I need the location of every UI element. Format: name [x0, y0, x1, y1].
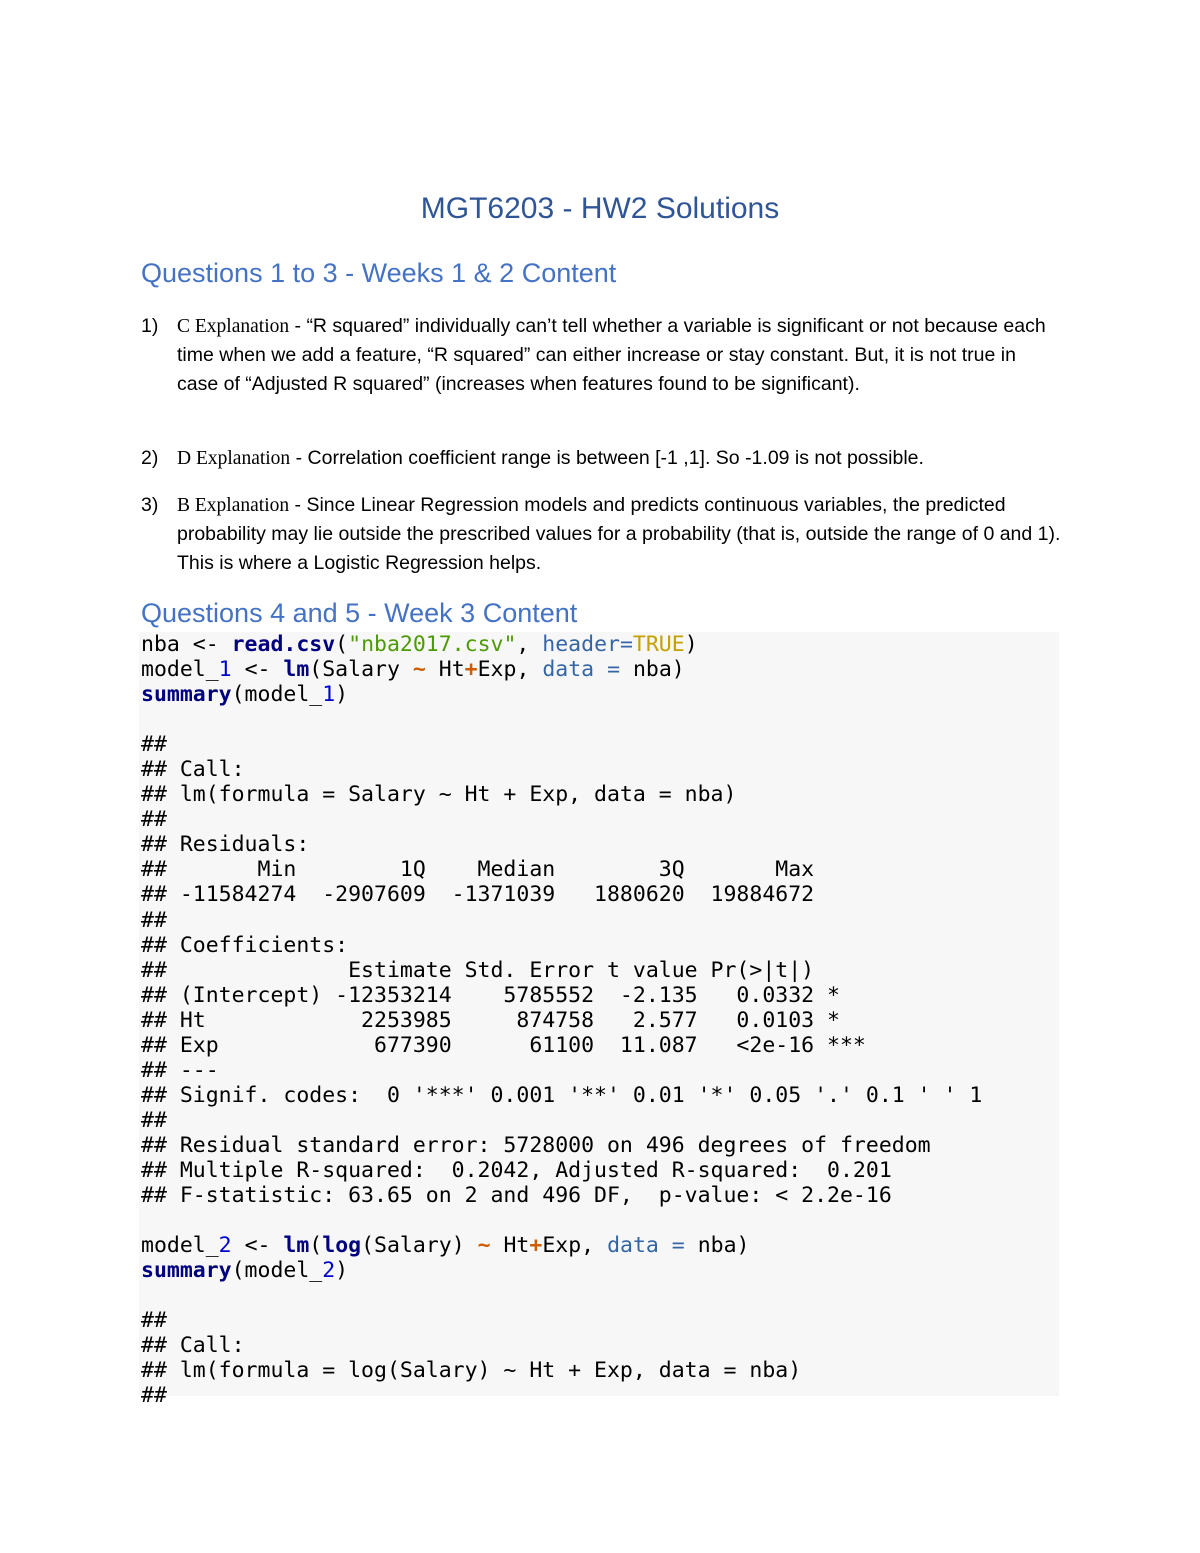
code-token: nba) — [684, 1233, 750, 1259]
code-line-model-1 — [141, 657, 685, 682]
code-line-read-csv — [141, 632, 698, 657]
code-output-model-1: ## ## Call: ## lm(formula = Salary ~ Ht + Exp, data = nba) ## ## Residuals: ## Min 1Q Median 3Q Max ## -11584274 -2907609 -1371039 1880620 19884672 ## ## Coefficients: ## Estimate Std. Error t value Pr(>|t|) ## (Intercept) -12353214 5785552 -2.135 0.0332 * ## Ht 2253985 874758 2.577 0.0103 * ## Exp 677390 61100 11.087 <2e-16 *** ## --- ## Signif. codes: 0 '***' 0.001 '**' 0.01 '*' 0.05 '.' 0.1 ' ' 1 ## ## Residual standard error: 5728000 on 496 degrees of freedom ## Multiple R-squared: 0.2042, Adjusted R-squared: 0.201 ## F-statistic: 63.65 on 2 and 496 DF, p-value: < 2.2e-16 — [141, 732, 983, 1209]
code-token-op: ~ — [412, 657, 426, 683]
code-token-fn: summary — [141, 1258, 232, 1284]
code-token-op: ~ — [477, 1233, 491, 1259]
code-token-num: 1 — [218, 657, 232, 683]
document-title: MGT6203 - HW2 Solutions — [420, 192, 780, 225]
code-token-fn: read.csv — [231, 632, 336, 657]
code-token-fn: lm — [283, 1233, 310, 1259]
code-token: ) — [335, 682, 349, 708]
code-token: (Salary) — [361, 1233, 478, 1259]
explanation-text: - Correlation coefficient range is between [-1 ,1]. So -1.09 is not possible. — [290, 447, 924, 469]
code-token-str: "nba2017.csv" — [348, 632, 517, 657]
question-answer-text — [177, 491, 1061, 578]
question-item-1 — [141, 312, 1061, 399]
code-token: nba) — [620, 657, 685, 683]
code-token: (model_ — [231, 682, 323, 708]
question-item-3 — [141, 491, 1061, 578]
code-token-num: 2 — [322, 1258, 336, 1284]
question-answer-text — [177, 444, 1061, 473]
code-token: ( — [335, 632, 349, 657]
code-token: model_ — [141, 1233, 219, 1259]
code-line-model-2 — [141, 1233, 749, 1258]
code-token-arg: data = — [607, 1233, 685, 1259]
question-item-2 — [141, 444, 1061, 473]
code-token: ) — [335, 1258, 349, 1284]
question-number: 2) — [141, 447, 159, 469]
code-token: (model_ — [231, 1258, 323, 1284]
code-token-op: + — [464, 657, 478, 683]
code-token: <- — [231, 1233, 284, 1259]
code-token-arg: data = — [542, 657, 621, 683]
answer-label: B Explanation — [177, 495, 290, 516]
code-token-arg: header= — [542, 632, 633, 657]
code-token-fn: summary — [141, 682, 232, 708]
code-line-summary-1 — [141, 682, 348, 707]
code-token: Ht — [490, 1233, 530, 1259]
section-heading-questions-1-3: Questions 1 to 3 - Weeks 1 & 2 Content — [141, 258, 617, 288]
code-token: <- — [231, 657, 284, 683]
section-heading-questions-4-5: Questions 4 and 5 - Week 3 Content — [141, 598, 578, 628]
code-listing — [141, 632, 982, 1408]
code-token-num: 2 — [218, 1233, 232, 1259]
question-number: 3) — [141, 494, 159, 516]
code-token: (Salary — [309, 657, 413, 683]
question-answer-text — [177, 312, 1061, 399]
code-token: Exp, — [477, 657, 543, 683]
code-token-num: 1 — [322, 682, 336, 708]
code-output-model-2: ## ## Call: ## lm(formula = log(Salary) ~ Ht + Exp, data = nba) ## — [141, 1308, 802, 1409]
answer-label: D Explanation — [177, 448, 291, 469]
code-token-op: + — [529, 1233, 543, 1259]
code-token: Ht — [425, 657, 465, 683]
explanation-text: - “R squared” individually can’t tell whether a variable is significant or not because each time when we add a feature, “R squared” can either increase or stay constant. But, it is not true in case of “Adjusted R squared” (increases when features found to be significant). — [177, 315, 1046, 395]
question-number: 1) — [141, 315, 159, 337]
code-token: model_ — [141, 657, 219, 683]
code-token: Exp, — [542, 1233, 608, 1259]
code-token: ) — [684, 632, 698, 657]
code-token-fn: lm — [283, 657, 310, 683]
code-block — [139, 632, 1059, 1409]
code-token: nba <- — [141, 632, 232, 657]
code-line-summary-2 — [141, 1258, 348, 1283]
code-token-kw: TRUE — [632, 632, 685, 657]
code-token: , — [516, 632, 543, 657]
explanation-text: - Since Linear Regression models and predicts continuous variables, the predicted probability may lie outside the prescribed values for a probability (that is, outside the range of 0 and 1). This is where a Logistic Regression helps. — [177, 494, 1061, 574]
code-token-fn: log — [322, 1233, 362, 1259]
code-token: ( — [309, 1233, 323, 1259]
answer-label: C Explanation — [177, 316, 290, 337]
